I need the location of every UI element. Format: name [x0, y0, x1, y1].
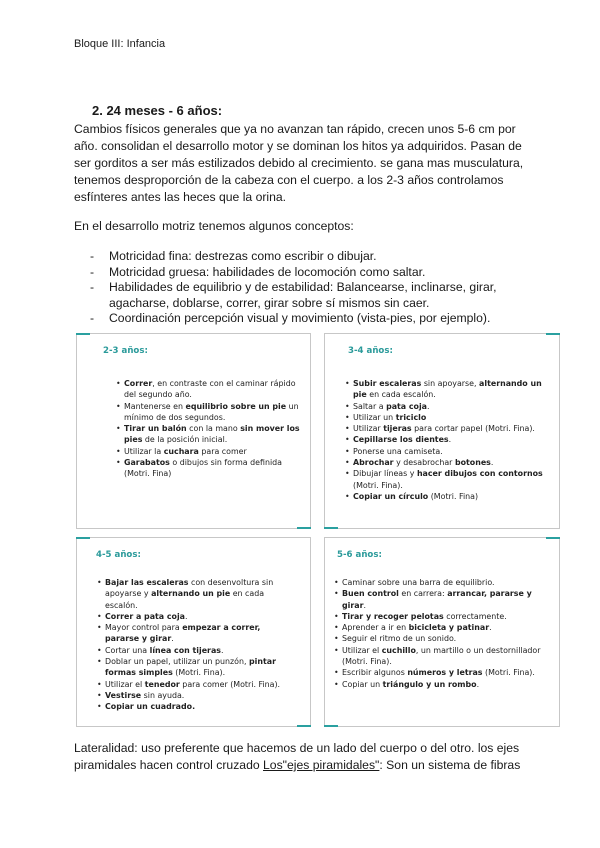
milestone-text: , un martillo o un destornillador (Motri. Fina).	[342, 645, 541, 667]
milestone-bold-text: Correr a pata coja	[105, 611, 186, 621]
milestone-bold-text: Bajar las escaleras	[105, 578, 189, 587]
milestone-item	[116, 457, 301, 480]
box-title: 5-6 años:	[337, 550, 382, 560]
milestones-list	[345, 378, 547, 502]
milestone-bold-text: cuchara	[163, 446, 199, 456]
milestone-bold-text: Cepillarse los dientes	[353, 435, 449, 445]
milestone-bold-text: Tirar un balón	[124, 424, 187, 434]
milestone-text: Utilizar el	[342, 645, 382, 655]
milestone-item	[334, 611, 548, 622]
milestone-text: .	[220, 645, 224, 655]
concepts-intro: En el desarrollo motriz tenemos algunos conceptos:	[74, 219, 354, 233]
milestone-text: .	[185, 611, 188, 621]
concept-item: - Motricidad gruesa: habilidades de locomoción como saltar.	[74, 265, 526, 281]
milestone-item	[116, 401, 301, 424]
box-title: 4-5 años:	[96, 550, 141, 560]
milestone-text: en cada escalón.	[105, 589, 265, 610]
milestone-text: .	[427, 401, 430, 411]
milestone-item	[345, 434, 547, 445]
milestones-list	[334, 577, 548, 690]
milestone-bold-text: Vestirse	[105, 690, 142, 700]
milestone-text: .	[476, 679, 480, 689]
milestone-text: con desenvoltura sin apoyarse y	[105, 578, 274, 599]
milestone-item	[97, 622, 291, 645]
milestone-item	[97, 679, 291, 690]
milestone-bold-text: tenedor	[144, 679, 180, 689]
milestone-text: .	[490, 458, 494, 468]
milestone-bold-text: bicicleta y patinar	[408, 623, 490, 633]
milestone-item	[97, 577, 291, 611]
milestone-text: Utilizar un	[353, 412, 396, 422]
milestones-list	[97, 577, 291, 713]
milestone-bold-text: Buen control	[342, 589, 399, 599]
milestone-item	[345, 412, 547, 423]
milestone-text: (Motri. Fina).	[353, 480, 403, 490]
milestone-text: (Motri. Fina).	[172, 668, 226, 678]
lateralidad-text-end: : Son un sistema de fibras	[379, 758, 521, 772]
milestone-text: .	[448, 435, 452, 445]
milestone-text: en cada escalón.	[366, 390, 436, 400]
milestone-bold-text: Correr	[124, 379, 153, 388]
milestone-bold-text: Tirar y recoger pelotas	[342, 611, 444, 621]
milestone-text: Seguir el ritmo de un sonido.	[342, 634, 457, 644]
milestone-text: para comer	[198, 446, 247, 456]
milestone-text: en carrera:	[398, 589, 448, 599]
milestones-box-5-6	[324, 537, 560, 727]
milestone-text: Doblar un papel, utilizar un punzón,	[105, 657, 250, 667]
milestone-item	[345, 423, 547, 434]
milestone-item	[334, 633, 548, 644]
milestone-bold-text: triciclo	[395, 412, 427, 422]
milestone-text: de la posición inicial.	[142, 435, 228, 445]
milestone-bold-text: Abrochar	[353, 458, 394, 468]
milestone-item	[345, 491, 547, 502]
milestone-item	[334, 667, 548, 678]
milestone-text: Copiar un	[342, 679, 383, 689]
milestone-bold-text: equilibrio sobre un pie	[185, 401, 287, 411]
milestone-text: Mantenerse en	[124, 401, 186, 411]
milestone-item	[334, 622, 548, 633]
milestone-text: .	[171, 634, 174, 644]
milestone-text: Ponerse una camiseta.	[353, 446, 443, 456]
milestone-text: .	[363, 600, 366, 610]
milestone-text: Utilizar	[353, 424, 384, 434]
milestone-item	[116, 446, 301, 457]
milestone-item	[334, 679, 548, 690]
box-title: 2-3 años:	[103, 346, 148, 356]
milestone-text: Aprender a ir en	[342, 623, 409, 633]
page-header: Bloque III: Infancia	[74, 38, 166, 50]
milestone-bold-text: pata coja	[386, 401, 428, 411]
milestone-bold-text: Copiar un círculo	[353, 491, 429, 501]
milestone-bold-text: pintar formas simples	[105, 657, 276, 678]
milestone-text: Utilizar el	[105, 679, 145, 689]
milestone-text: o dibujos sin forma definida (Motri. Fina)	[124, 458, 283, 479]
milestone-text: (Motri. Fina).	[482, 668, 535, 678]
milestone-text: para cortar papel (Motri. Fina).	[411, 424, 535, 434]
lateralidad-text: Lateralidad: uso preferente que hacemos de un lado del cuerpo o del otro. los ejes piramidales hacen control cruzado	[74, 741, 520, 772]
milestone-text: sin apoyarse,	[421, 379, 480, 388]
milestone-text: Utilizar la	[124, 446, 164, 456]
milestone-bold-text: botones	[454, 458, 491, 468]
milestone-text: Dibujar líneas y	[353, 469, 417, 479]
lateralidad-paragraph	[74, 740, 526, 774]
milestone-item	[345, 401, 547, 412]
milestone-bold-text: Subir escaleras	[353, 379, 422, 388]
milestone-text: para comer (Motri. Fina).	[179, 679, 281, 689]
milestone-bold-text: línea con tijeras	[149, 645, 221, 655]
milestone-item	[334, 588, 548, 611]
milestones-box-3-4	[324, 333, 560, 529]
milestone-item	[116, 423, 301, 446]
milestone-text: correctamente.	[443, 611, 507, 621]
milestone-text: y desabrochar	[393, 458, 455, 468]
milestone-item	[334, 577, 548, 588]
milestone-item	[116, 378, 301, 401]
milestone-item	[345, 446, 547, 457]
section-title: 2. 24 meses - 6 años:	[92, 103, 223, 118]
milestone-text: Escribir algunos	[342, 668, 408, 678]
ejes-piramidales-term: Los"ejes piramidales"	[263, 758, 380, 772]
milestone-bold-text: Copiar un cuadrado.	[105, 702, 196, 712]
concept-item: - Motricidad fina: destrezas como escribir o dibujar.	[74, 249, 526, 265]
milestone-text: (Motri. Fina)	[428, 491, 479, 501]
milestone-bold-text: alternando un pie	[151, 589, 231, 599]
concept-item: - Habilidades de equilibrio y de estabilidad: Balancearse, inclinarse, girar, agacharse, doblarse, correr, girar sobre sí mismos sin caer.	[74, 280, 526, 311]
milestone-item	[345, 468, 547, 491]
milestone-item	[334, 645, 548, 668]
milestones-list	[116, 378, 301, 480]
concepts-list	[74, 249, 526, 327]
milestone-text: Saltar a	[353, 401, 387, 411]
milestone-text: Cortar una	[105, 645, 150, 655]
milestone-item	[345, 457, 547, 468]
milestone-bold-text: Garabatos	[124, 458, 170, 468]
milestone-text: un mínimo de dos segundos.	[124, 401, 299, 422]
milestone-text: , en contraste con el caminar rápido del segundo año.	[124, 379, 296, 400]
milestone-text: con la mano	[186, 424, 241, 434]
milestone-text: Mayor control para	[105, 623, 183, 633]
milestone-item	[345, 378, 547, 401]
milestone-text: Caminar sobre una barra de equilibrio.	[342, 578, 495, 587]
box-title: 3-4 años:	[348, 346, 393, 356]
milestone-text: .	[489, 623, 492, 633]
milestone-bold-text: alternando un pie	[353, 379, 542, 400]
milestone-bold-text: hacer dibujos con contornos	[416, 469, 543, 479]
milestone-bold-text: triángulo y un rombo	[382, 679, 477, 689]
concept-item: - Coordinación percepción visual y movimiento (vista-pies, por ejemplo).	[74, 311, 526, 327]
milestone-bold-text: cuchillo	[381, 645, 416, 655]
milestone-bold-text: empezar a correr, pararse y girar	[105, 623, 261, 644]
milestone-item	[97, 645, 291, 656]
milestones-box-4-5	[76, 537, 311, 727]
milestone-bold-text: arrancar, pararse y girar	[342, 589, 532, 610]
milestone-item	[97, 611, 291, 622]
milestone-bold-text: números y letras	[407, 668, 483, 678]
milestone-item	[97, 690, 291, 701]
milestone-bold-text: tijeras	[383, 424, 412, 434]
milestone-item	[97, 656, 291, 679]
milestone-text: sin ayuda.	[141, 690, 185, 700]
milestones-box-2-3	[76, 333, 311, 529]
milestone-item	[97, 701, 291, 712]
milestone-bold-text: sin mover los pies	[124, 424, 300, 445]
intro-paragraph: Cambios físicos generales que ya no avanzan tan rápido, crecen unos 5-6 cm por año. consolidan el desarrollo motor y se dominan los hitos ya adquiridos. Pasan de ser gorditos a ser más estilizados debido al crecimiento. se gana mas musculatura, tenemos desproporción de la cabeza con el cuerpo. a los 2-3 años controlamos esfínteres antes las heces que la orina.	[74, 122, 524, 204]
